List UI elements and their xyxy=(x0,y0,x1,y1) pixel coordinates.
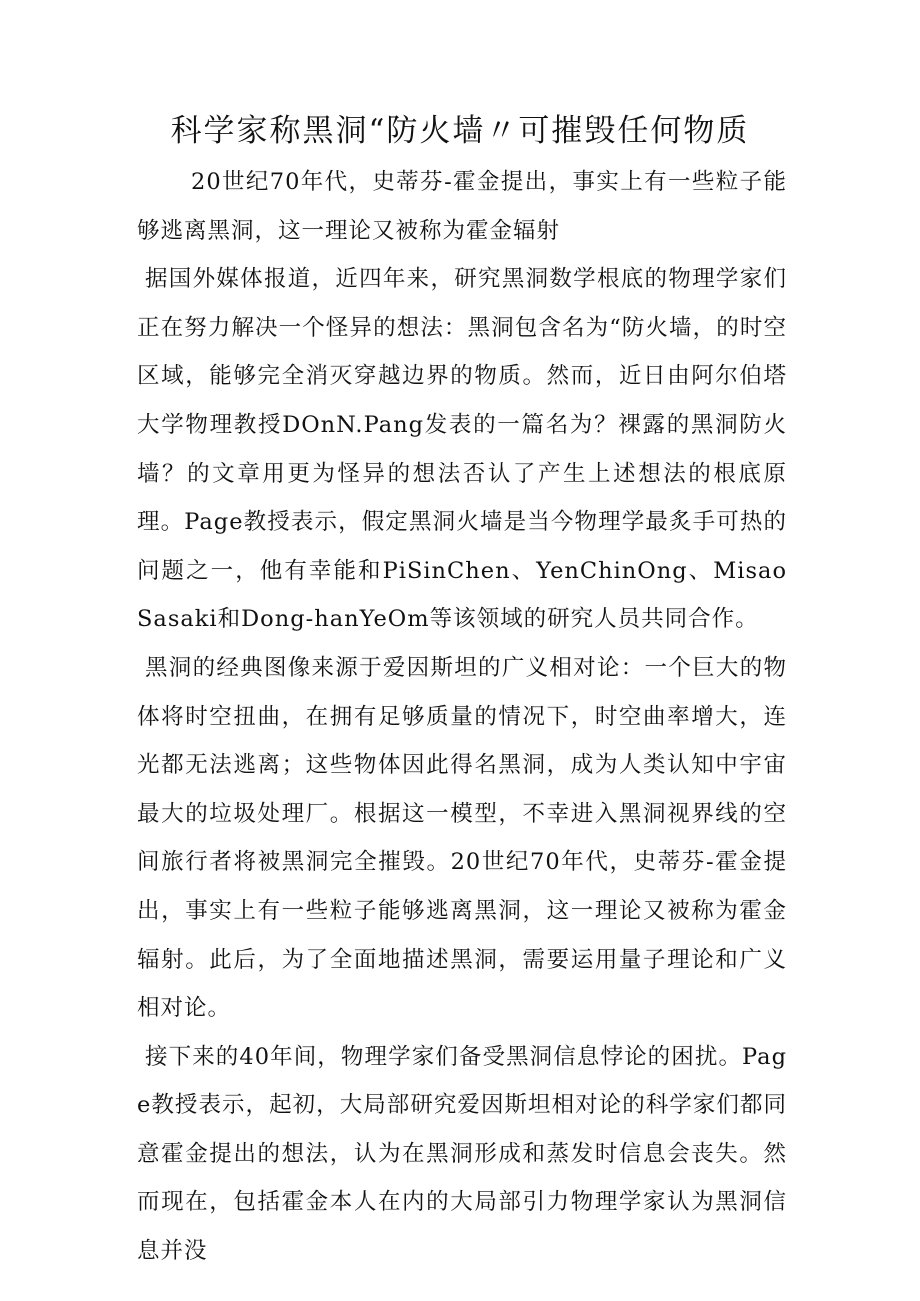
paragraph-3: 黑洞的经典图像来源于爱因斯坦的广义相对论：一个巨大的物体将时空扭曲，在拥有足够质量的情况下，时空曲率增大，连光都无法逃离；这些物体因此得名黑洞，成为人类认知中宇宙最大的垃圾处理厂。根据这一模型，不幸进入黑洞视界线的空间旅行者将被黑洞完全摧毁。20世纪70年代，史蒂芬-霍金提出，事实上有一些粒子能够逃离黑洞，这一理论又被称为霍金辐射。此后，为了全面地描述黑洞，需要运用量子理论和广义相对论。 xyxy=(137,654,787,1022)
paragraph-2: 据国外媒体报道，近四年来，研究黑洞数学根底的物理学家们正在努力解决一个怪异的想法：黑洞包含名为“防火墙，的时空区域，能够完全消灭穿越边界的物质。然而，近日由阿尔伯塔大学物理教授DOnN.Pang发表的一篇名为？裸露的黑洞防火墙？的文章用更为怪异的想法否认了产生上述想法的根底原理。Page教授表示，假定黑洞火墙是当今物理学最炙手可热的问题之一，他有幸能和PiSinChen、YenChinOng、MisaoSasaki和Dong-hanYeOm等该领域的研究人员共同合作。 xyxy=(137,266,787,633)
paragraph-1: 20世纪70年代，史蒂芬-霍金提出，事实上有一些粒子能够逃离黑洞，这一理论又被称为霍金辐射 xyxy=(137,169,787,244)
page-title: 科学家称黑洞“防火墙〃可摧毁任何物质 xyxy=(170,113,750,149)
article-body xyxy=(137,158,787,1276)
paragraph-4: 接下来的40年间，物理学家们备受黑洞信息悖论的困扰。Page教授表示，起初，大局部研究爱因斯坦相对论的科学家们都同意霍金提出的想法，认为在黑洞形成和蒸发时信息会丧失。然而现在，包括霍金本人在内的大局部引力物理学家认为黑洞信息并没 xyxy=(137,1043,787,1265)
